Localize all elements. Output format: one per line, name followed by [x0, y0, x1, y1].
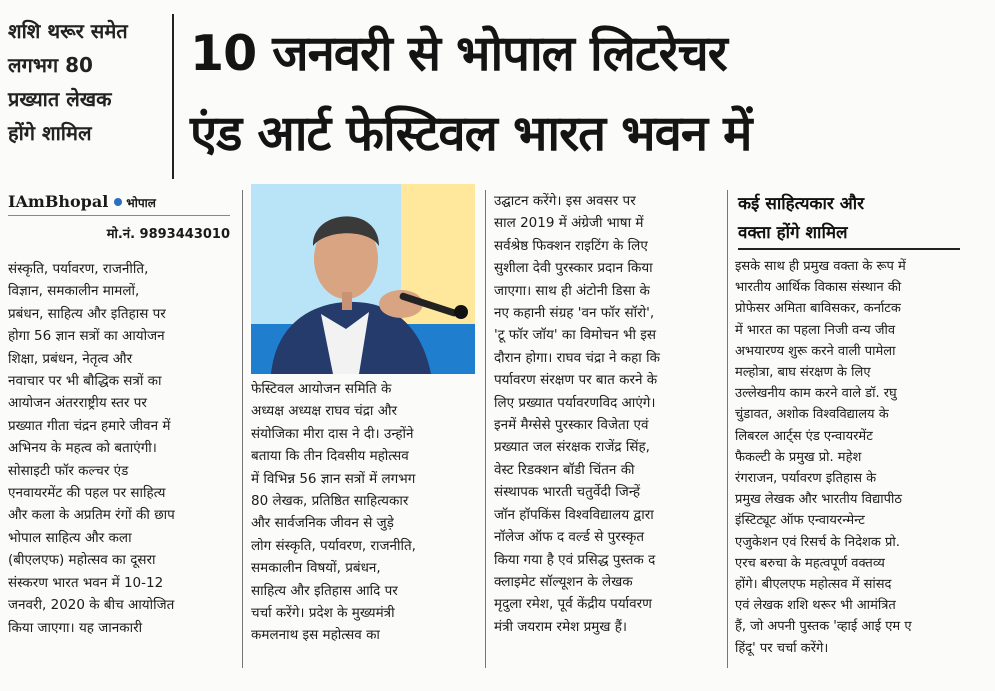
text-line: उल्लेखनीय काम करने वाले डॉ. रघु: [735, 386, 897, 402]
text-line: प्रमुख लेखक और भारतीय विद्यापीठ: [735, 492, 902, 508]
text-line: प्रोफेसर अमिता बाविसकर, कर्नाटक: [735, 301, 901, 317]
text-line: अध्यक्ष अध्यक्ष राघव चंद्रा और: [251, 403, 398, 420]
subheading-line: कई साहित्यकार और: [738, 194, 865, 214]
text-line: नवाचार पर भी बौद्धिक सत्रों का: [8, 373, 162, 390]
text-line: भोपाल साहित्य और कला: [8, 529, 132, 546]
speaker-photo-illustration: [251, 184, 475, 374]
kicker-line: लगभग 80: [8, 53, 93, 77]
text-line: जाएगा। साथ ही अंटोनी डिसा के: [494, 282, 650, 299]
text-line: बताया कि तीन दिवसीय महोत्सव: [251, 448, 409, 465]
text-line: फेस्टिवल आयोजन समिति के: [251, 381, 392, 397]
text-line: प्रबंधन, साहित्य और इतिहास पर: [8, 305, 166, 322]
text-line: लिबरल आर्ट्स एंड एन्वायरमेंट: [735, 428, 873, 444]
text-line: एनवायरमेंट की पहल पर साहित्य: [8, 485, 166, 502]
text-line: मृदुला रमेश, पूर्व केंद्रीय पर्यावरण: [494, 596, 652, 613]
text-line: मल्होत्रा, बाघ संरक्षण के लिए: [735, 365, 871, 381]
text-line: प्रख्यात जल संरक्षक राजेंद्र सिंह,: [494, 439, 650, 456]
text-line: चुंडावत, अशोक विश्वविद्यालय के: [735, 407, 889, 423]
article-column-2: [251, 378, 475, 647]
text-line: साल 2019 में अंग्रेजी भाषा में: [494, 215, 644, 232]
text-line: फैकल्टी के प्रमुख प्रो. महेश: [735, 449, 862, 465]
text-line: 'टू फॉर जॉय' का विमोचन भी इस: [494, 327, 656, 344]
text-line: संयोजिका मीरा दास ने दी। उन्होंने: [251, 425, 414, 442]
text-line: और कला के अप्रतिम रंगों की छाप: [8, 507, 175, 524]
text-line: प्रख्यात गीता चंद्रन हमारे जीवन में: [8, 417, 171, 434]
headline-line: एंड आर्ट फेस्टिवल भारत भवन में: [190, 105, 752, 162]
text-line: जॉन हॉपकिंस विश्वविद्यालय द्वारा: [494, 506, 654, 523]
text-line: सुशीला देवी पुरस्कार प्रदान किया: [494, 260, 653, 277]
kicker-line: होंगे शामिल: [8, 121, 92, 145]
text-line: संस्कृति, पर्यावरण, राजनीति,: [8, 261, 149, 277]
byline-name: IAmBhopal: [8, 192, 109, 211]
byline-mobile: मो.नं. 9893443010: [106, 227, 230, 242]
text-line: नए कहानी संग्रह 'वन फॉर सॉरो',: [494, 305, 655, 322]
text-line: अभिनय के महत्व को बताएंगी।: [8, 440, 157, 457]
text-line: अभयारण्य शुरू करने वाली पामेला: [735, 343, 896, 359]
text-line: संस्करण भारत भवन में 10-12: [8, 574, 164, 591]
subheading-line: वक्ता होंगे शामिल: [738, 223, 848, 243]
text-line: नॉलेज ऑफ द वर्ल्ड से पुरस्कृत: [494, 529, 645, 546]
column-divider: [485, 190, 486, 668]
text-line: चर्चा करेंगे। प्रदेश के मुख्यमंत्री: [251, 605, 395, 622]
text-line: उद्घाटन करेंगे। इस अवसर पर: [494, 193, 636, 209]
text-line: पर्यावरण संरक्षण पर बात करने के: [494, 372, 658, 389]
text-line: दौरान होगा। राघव चंद्रा ने कहा कि: [494, 349, 660, 366]
text-line: (बीएलएफ) महोत्सव का दूसरा: [8, 552, 156, 569]
article-column-3: [494, 190, 718, 638]
text-line: सोसाइटी फॉर कल्चर एंड: [8, 462, 129, 479]
text-line: कमलनाथ इस महोत्सव का: [251, 627, 380, 644]
text-line: में भारत का पहला निजी वन्य जीव: [735, 322, 896, 338]
text-line: मंत्री जयराम रमेश प्रमुख हैं।: [494, 618, 627, 635]
kicker-line: प्रख्यात लेखक: [8, 87, 112, 111]
text-line: होगा 56 ज्ञान सत्रों का आयोजन: [8, 328, 165, 345]
text-line: रंगराजन, पर्यावरण इतिहास के: [735, 471, 877, 487]
text-line: भारतीय आर्थिक विकास संस्थान की: [735, 280, 902, 296]
text-line: एवं लेखक शशि थरूर भी आमंत्रित: [735, 598, 896, 614]
byline-location: भोपाल: [126, 196, 156, 210]
article-column-4: [735, 256, 961, 659]
headline-line: 10 जनवरी से भोपाल लिटरेचर: [190, 25, 727, 82]
text-line: आयोजन अंतरराष्ट्रीय स्तर पर: [8, 395, 147, 412]
text-line: इनमें मैग्सेसे पुरस्कार विजेता एवं: [494, 417, 649, 434]
text-line: विज्ञान, समकालीन मामलों,: [8, 283, 140, 300]
text-line: लिए प्रख्यात पर्यावरणविद आएंगे।: [494, 394, 656, 411]
text-line: संस्थापक भारती चतुर्वेदी जिन्हें: [494, 484, 640, 501]
text-line: इसके साथ ही प्रमुख वक्ता के रूप में: [735, 259, 906, 274]
text-line: हिंदू' पर चर्चा करेंगे।: [735, 640, 829, 656]
speaker-photo: [251, 184, 475, 374]
column-divider: [242, 190, 243, 668]
text-line: किया जाएगा। यह जानकारी: [8, 619, 143, 636]
kicker-line: शशि थरूर समेत: [8, 19, 128, 43]
text-line: में विभिन्न 56 ज्ञान सत्रों में लगभग: [251, 470, 416, 487]
section-subheading: [738, 190, 960, 250]
text-line: हैं, जो अपनी पुस्तक 'व्हाई आई एम ए: [735, 619, 912, 635]
text-line: जनवरी, 2020 के बीच आयोजित: [8, 597, 175, 614]
headline: [190, 14, 985, 174]
article-column-1: [8, 258, 234, 639]
text-line: होंगे। बीएलएफ महोत्सव में सांसद: [735, 577, 892, 593]
column-divider: [727, 190, 728, 668]
text-line: क्लाइमेट सॉल्यूशन के लेखक: [494, 573, 633, 590]
text-line: समकालीन विषयों, प्रबंधन,: [251, 560, 381, 577]
byline: [8, 192, 230, 216]
text-line: किया गया है एवं प्रसिद्ध पुस्तक द: [494, 551, 656, 568]
text-line: वेस्ट रिडक्शन बॉडी चिंतन की: [494, 461, 635, 478]
bullet-icon: [114, 198, 122, 206]
text-line: 80 लेखक, प्रतिष्ठित साहित्यकार: [251, 493, 409, 510]
text-line: इंस्टिट्यूट ऑफ एन्वायरन्मेन्ट: [735, 513, 865, 529]
text-line: एरच बरुचा के महत्वपूर्ण वक्तव्य: [735, 555, 885, 571]
text-line: एजुकेशन एवं रिसर्च के निदेशक प्रो.: [735, 534, 900, 550]
text-line: सर्वश्रेष्ठ फिक्शन राइटिंग के लिए: [494, 237, 648, 254]
text-line: शिक्षा, प्रबंधन, नेतृत्व और: [8, 350, 133, 367]
text-line: साहित्य और इतिहास आदि पर: [251, 582, 398, 599]
text-line: लोग संस्कृति, पर्यावरण, राजनीति,: [251, 537, 416, 554]
kicker-divider: [172, 14, 174, 179]
kicker: [8, 14, 168, 150]
text-line: और सार्वजनिक जीवन से जुड़े: [251, 515, 394, 532]
